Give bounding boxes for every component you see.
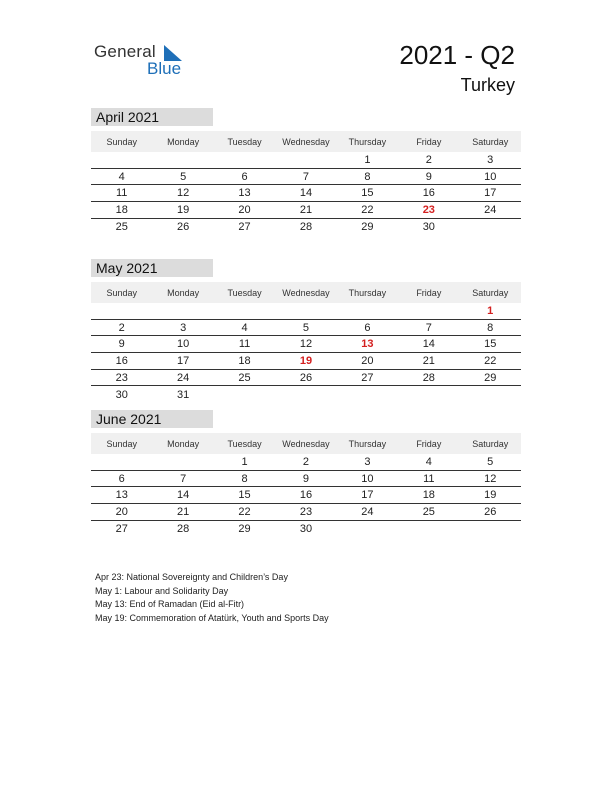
day-cell: 27 xyxy=(238,221,251,234)
day-cell: 4 xyxy=(118,170,125,183)
day-cell: 24 xyxy=(484,203,497,216)
day-cell: 20 xyxy=(115,505,128,518)
month-title-label: May 2021 xyxy=(96,260,158,276)
day-cell: 25 xyxy=(422,505,435,518)
day-cell: 18 xyxy=(238,354,251,367)
weekday-label: Tuesday xyxy=(227,287,262,298)
month-title xyxy=(91,410,213,428)
week-row xyxy=(91,353,521,370)
weekday-label: Friday xyxy=(416,136,442,147)
day-cell: 25 xyxy=(115,221,128,234)
day-cell: 5 xyxy=(180,170,187,183)
country-name: Turkey xyxy=(460,75,515,95)
day-cell: 4 xyxy=(425,455,432,468)
day-cell: 14 xyxy=(177,489,190,502)
month-block-june xyxy=(91,410,521,537)
day-cell: 10 xyxy=(361,472,374,485)
holiday-day-cell: 1 xyxy=(487,304,494,317)
weekday-header-row xyxy=(91,131,521,152)
week-row xyxy=(91,370,521,387)
weekday-label: Monday xyxy=(167,136,200,147)
day-cell: 16 xyxy=(422,187,435,200)
weekday-label: Thursday xyxy=(348,287,387,298)
logo-text-blue: Blue xyxy=(147,59,182,78)
day-cell: 22 xyxy=(238,505,251,518)
month-title xyxy=(91,259,213,277)
day-cell: 5 xyxy=(302,321,310,334)
day-cell: 21 xyxy=(422,354,435,367)
day-cell: 11 xyxy=(116,187,128,200)
day-cell: 7 xyxy=(302,170,310,183)
logo-text-general: General xyxy=(94,42,156,61)
day-cell: 24 xyxy=(177,371,190,384)
week-row xyxy=(91,386,521,403)
holiday-note: May 13: End of Ramadan (Eid al-Fitr) xyxy=(95,599,245,609)
day-cell: 13 xyxy=(115,489,128,502)
day-cell: 9 xyxy=(425,170,432,183)
day-cell: 25 xyxy=(238,371,251,384)
day-cell: 4 xyxy=(241,321,248,334)
month-block-may xyxy=(91,259,521,403)
day-cell: 14 xyxy=(422,338,435,351)
day-cell: 3 xyxy=(180,321,187,334)
day-cell: 23 xyxy=(299,505,313,518)
day-cell: 7 xyxy=(180,472,187,485)
holiday-day-cell: 23 xyxy=(422,203,435,216)
day-cell: 28 xyxy=(299,221,313,234)
page-title: 2021 - Q2 xyxy=(399,40,515,70)
week-row xyxy=(91,303,521,320)
day-cell: 22 xyxy=(484,354,497,367)
weekday-label: Monday xyxy=(167,287,200,298)
day-cell: 26 xyxy=(177,221,190,234)
day-cell: 30 xyxy=(299,523,313,536)
day-cell: 24 xyxy=(361,505,374,518)
day-cell: 6 xyxy=(364,321,371,334)
weekday-label: Monday xyxy=(167,438,200,449)
day-cell: 29 xyxy=(361,221,374,234)
weekday-label: Sunday xyxy=(106,136,137,147)
month-title-label: June 2021 xyxy=(96,411,162,427)
day-cell: 27 xyxy=(361,371,374,384)
brand-logo xyxy=(94,42,194,82)
day-cell: 29 xyxy=(238,523,251,536)
day-cell: 15 xyxy=(484,338,497,351)
day-cell: 8 xyxy=(241,472,248,485)
day-cell: 7 xyxy=(425,321,432,334)
week-row xyxy=(91,487,521,504)
day-cell: 12 xyxy=(484,472,497,485)
week-row xyxy=(91,152,521,169)
week-row xyxy=(91,320,521,337)
day-cell: 3 xyxy=(487,153,494,166)
day-cell: 5 xyxy=(487,455,494,468)
day-cell: 20 xyxy=(238,203,251,216)
day-cell: 6 xyxy=(118,472,125,485)
day-cell: 19 xyxy=(177,203,190,216)
holiday-notes xyxy=(95,571,329,625)
week-row xyxy=(91,521,521,538)
day-cell: 12 xyxy=(177,187,190,200)
weekday-label: Thursday xyxy=(348,438,387,449)
day-cell: 14 xyxy=(299,187,313,200)
day-cell: 30 xyxy=(115,388,128,401)
week-row xyxy=(91,504,521,521)
day-cell: 17 xyxy=(484,187,497,200)
month-title xyxy=(91,108,213,126)
day-cell: 28 xyxy=(422,371,435,384)
day-cell: 18 xyxy=(422,489,435,502)
day-cell: 2 xyxy=(118,321,125,334)
holiday-note: Apr 23: National Sovereignty and Children’s Day xyxy=(95,572,288,582)
day-cell: 17 xyxy=(177,354,190,367)
day-cell: 26 xyxy=(299,371,313,384)
day-cell: 9 xyxy=(302,472,310,485)
day-cell: 3 xyxy=(364,455,371,468)
day-cell: 21 xyxy=(177,505,190,518)
weekday-header-row xyxy=(91,282,521,303)
month-title-label: April 2021 xyxy=(96,109,160,125)
day-cell: 19 xyxy=(484,489,497,502)
week-row xyxy=(91,471,521,488)
day-cell: 1 xyxy=(364,153,371,166)
day-cell: 28 xyxy=(177,523,190,536)
weekday-label: Saturday xyxy=(472,136,509,147)
day-cell: 11 xyxy=(238,338,251,351)
day-cell: 29 xyxy=(484,371,497,384)
day-cell: 16 xyxy=(299,489,313,502)
holiday-day-cell: 19 xyxy=(299,354,313,367)
weekday-label: Sunday xyxy=(106,287,137,298)
day-cell: 11 xyxy=(423,472,435,485)
day-cell: 17 xyxy=(361,489,374,502)
day-cell: 6 xyxy=(241,170,248,183)
day-cell: 2 xyxy=(425,153,432,166)
day-cell: 22 xyxy=(361,203,374,216)
weekday-label: Wednesday xyxy=(282,287,330,298)
weekday-label: Sunday xyxy=(106,438,137,449)
holiday-note: May 19: Commemoration of Atatürk, Youth and Sports Day xyxy=(95,612,329,623)
day-cell: 8 xyxy=(364,170,371,183)
weekday-label: Tuesday xyxy=(227,438,262,449)
day-cell: 13 xyxy=(238,187,251,200)
weekday-label: Friday xyxy=(416,287,442,298)
holiday-note: May 1: Labour and Solidarity Day xyxy=(95,585,229,596)
day-cell: 20 xyxy=(361,354,374,367)
week-row xyxy=(91,219,521,236)
weekday-label: Friday xyxy=(416,438,442,449)
day-cell: 10 xyxy=(177,338,190,351)
week-row xyxy=(91,169,521,186)
weekday-label: Saturday xyxy=(472,287,509,298)
month-block-april xyxy=(91,108,521,235)
weekday-label: Wednesday xyxy=(282,438,330,449)
day-cell: 18 xyxy=(115,203,128,216)
week-row xyxy=(91,202,521,219)
day-cell: 21 xyxy=(299,203,313,216)
day-cell: 30 xyxy=(422,221,435,234)
day-cell: 26 xyxy=(484,505,497,518)
weekday-label: Wednesday xyxy=(282,136,330,147)
day-cell: 16 xyxy=(115,354,128,367)
day-cell: 15 xyxy=(361,187,374,200)
weekday-label: Tuesday xyxy=(227,136,262,147)
week-row xyxy=(91,336,521,353)
day-cell: 12 xyxy=(299,338,313,351)
week-row xyxy=(91,185,521,202)
day-cell: 31 xyxy=(177,388,190,401)
weekday-header-row xyxy=(91,433,521,454)
day-cell: 10 xyxy=(484,170,497,183)
weekday-label: Saturday xyxy=(472,438,509,449)
day-cell: 2 xyxy=(302,455,310,468)
weekday-label: Thursday xyxy=(348,136,387,147)
day-cell: 9 xyxy=(118,338,125,351)
day-cell: 8 xyxy=(487,321,494,334)
day-cell: 1 xyxy=(241,455,248,468)
day-cell: 23 xyxy=(115,371,128,384)
day-cell: 27 xyxy=(115,523,128,536)
week-row xyxy=(91,454,521,471)
holiday-day-cell: 13 xyxy=(361,338,374,351)
day-cell: 15 xyxy=(238,489,251,502)
